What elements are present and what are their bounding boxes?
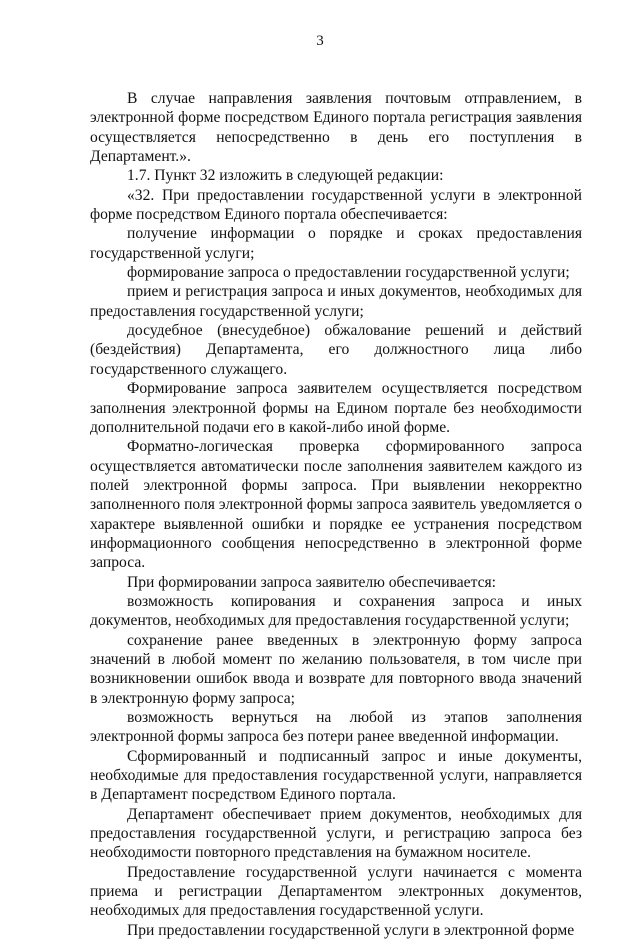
paragraph-department-receipt: Департамент обеспечивает прием документов, необходимых для предоставления государственной услуги, и регистрацию запроса без необходимости повторного представления на бумажном носителе. bbox=[90, 805, 582, 862]
paragraph-return-to-step: возможность вернуться на любой из этапов заполнения электронной формы запроса без потери ранее введенной информации. bbox=[90, 709, 582, 746]
paragraph-request-forming: формирование запроса о предоставлении государственной услуги; bbox=[127, 264, 570, 282]
paragraph-format-check: Форматно-логическая проверка сформированного запроса осуществляется автоматически после заполнения заявителем каждого из полей электронной формы запроса. При выявлении некорректно заполненного поля электронной формы запроса заявитель уведомляется о характере выявленной ошибки и порядке ее устранения посредством информационного сообщения непосредственно в электронной форме запроса. bbox=[90, 438, 582, 572]
paragraph-copy-save: возможность копирования и сохранения запроса и иных документов, необходимых для предоставления государственной услуги; bbox=[90, 592, 582, 630]
document-body bbox=[90, 89, 582, 940]
paragraph-item-32-intro: «32. При предоставлении государственной услуги в электронной форме посредством Единого портала обеспечивается: bbox=[90, 186, 582, 224]
paragraph-applicant-provided: При формировании запроса заявителю обеспечивается: bbox=[127, 573, 496, 591]
paragraph-value-saving: сохранение ранее введенных в электронную форму запроса значений в любой момент по желанию пользователя, в том числе при возникновении ошибок ввода и возврате для повторного ввода значений в электронную форму запроса; bbox=[90, 631, 582, 707]
paragraph-electronic-form: Формирование запроса заявителем осуществляется посредством заполнения электронной формы на Едином портале без необходимости дополнительной подачи его в какой-либо иной форме. bbox=[90, 380, 582, 436]
paragraph-appeal: досудебное (внесудебное) обжалование решений и действий (бездействия) Департамента, его должностного лица либо государственного служащего. bbox=[90, 322, 582, 378]
page-number: 3 bbox=[316, 33, 324, 49]
paragraph-signed-request: Сформированный и подписанный запрос и иные документы, необходимые для предоставления государственной услуги, направляется в Департамент посредством Единого портала. bbox=[90, 747, 582, 804]
paragraph-request-registration: прием и регистрация запроса и иных документов, необходимых для предоставления государственной услуги; bbox=[90, 283, 582, 320]
paragraph-mail-registration: В случае направления заявления почтовым отправлением, в электронной форме посредством Единого портала регистрация заявления осуществляется непосредственно в день его поступления в Департамент.». bbox=[90, 90, 582, 166]
paragraph-electronic-provision: При предоставлении государственной услуги в электронной форме bbox=[127, 921, 575, 939]
paragraph-amendment-1-7: 1.7. Пункт 32 изложить в следующей редакции: bbox=[127, 167, 444, 185]
paragraph-info-receipt: получение информации о порядке и сроках предоставления государственной услуги; bbox=[90, 225, 582, 262]
paragraph-service-start: Предоставление государственной услуги начинается с момента приема и регистрации Департаментом электронных документов, необходимых для предоставления государственной услуги. bbox=[90, 863, 582, 920]
